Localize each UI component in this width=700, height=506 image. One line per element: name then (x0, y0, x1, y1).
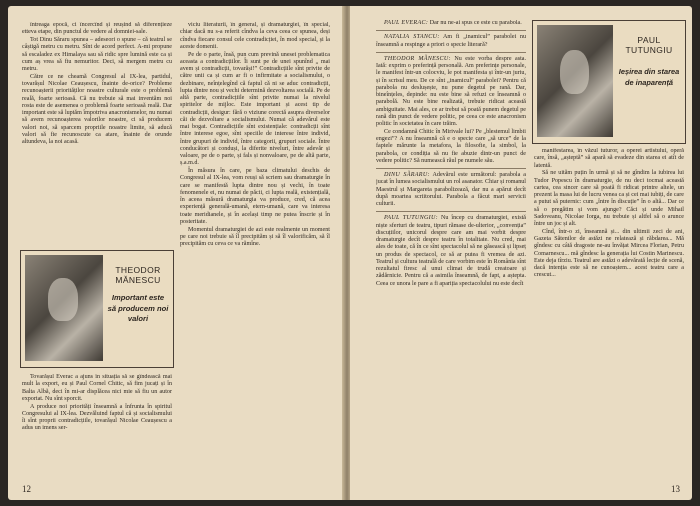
paragraph: Cînd, într-o zi, înseamnă și... din ultimii zeci de ani, Gazeta Sătenilor de astăzi ne relatează și răbdarea... Mă gîndesc cu câtă dragoste ne-au învățat Mircea Florian, Petru Comarnescu... mă gîndesc la generația lui Costin Marinescu. Este deja tîrziu. Teatrul are astăzi o adevărată lecție de scenă, dacă intenția este să ne cunoaștem... acest teatru care a crescut... (534, 228, 684, 279)
speaker-name: NATALIA STANCU: (384, 34, 440, 41)
paragraph: În măsura în care, pe baza climatului deschis de Congresul al IX-lea, vom reuși să scriem sau dramaturgie în care se manifestă lupta dintre nou și vechi, în toate fenomenele ei, nu numai de păcii, ci lupta reală, existențială, în aceea măsură dramaturgia va produce, cred, că acea experiență generală-umană, etern-umană, care va interesa toate meridianele, și în același timp ne putea înscrie și în posteritate. (180, 168, 330, 225)
left-column-1-bottom (22, 374, 172, 472)
portrait-photo (537, 25, 613, 137)
dialogue-text: Am fi „inamicul” parabolei nu înseamnă a respinge a priori o specie literară? (376, 34, 526, 48)
speaker-name: PAUL EVERAC: (384, 20, 429, 26)
paragraph: manifestarea, în văzul tuturor, a operei artistului, operă care, însă, „așteptă” să apară să evadeze din starea ei atît de latentă. (534, 148, 684, 169)
divider (376, 168, 526, 169)
dialogue-paragraph (376, 56, 526, 129)
right-column-2 (534, 148, 684, 476)
paragraph: Să ne uităm puțin în urmă și să ne gîndim la iubirea lui Tudor Popescu în dramaturgie, de nu deci tocmai această cartea, cea sincer care să poată fi ridicat printre altele, un prezent la masa lui de lucru venea ca și cei mai iubiți, de care a putut să puternic: cum „între în discuție” în o altă... Dar ce să o pregătim și vom ajunge? Căci și unde Mihail Sadoveanu, Nicolae Iorga, nu trebuie și altfel să o arunce între un joc și alt. (534, 170, 684, 227)
page-number: 13 (671, 484, 680, 494)
speaker-name: PAUL TUTUNGIU: (384, 215, 439, 222)
box-name: THEODOR MĂNESCU (115, 265, 161, 285)
dialogue-paragraph (376, 20, 526, 27)
paragraph: întreaga epocă, ci încercînd și reușind să diferențieze etteva etape, din punctul de vedere al domniei-sale. (22, 22, 172, 36)
dialogue-paragraph (376, 34, 526, 49)
dialogue-text: Nu încep cu dramaturgiei, există niște sferturi de teatru, tipuri rămase de-ulterior, „convenția” discuțiilor, unicorul despre care am mai vorbit despre dramaturgie decît despre teatru în totalitate. Nu cred, mai ales de toate, că în ce sînt spectacolul să ne găsească și lipseț un produs de spectacol, ce să ar putea fi vremea de azi. Teatrul și cultura teatrală de care vorbim este în România sînt rezultatul firesc al unui climat de trudă creatoare și zădărnicie. Pentru că a asimila înseamnă, de fapt, a aștepta. Ceea ce unora le pare a fi apariția spectacolului nu este decît (376, 215, 526, 287)
divider (376, 211, 526, 212)
speaker-name: DINU SĂRARU: (384, 172, 430, 178)
portrait-photo (25, 255, 103, 361)
paragraph: Tot Dinu Săraru spunea – adeseori o spune – că teatrul se câștigă metru cu metru. Sînt de acord perfect. A-mi propune să escaladez ex Himalaya sau să ridic spre lumină este ca și cum aș vrea să fiu nemuritor. Deci, să mergem metru cu metru. (22, 37, 172, 72)
box-quote: Ieșirea din starea de inaparență (618, 67, 680, 87)
right-page (350, 6, 692, 500)
page-number: 12 (22, 484, 31, 494)
left-column-2 (180, 22, 330, 474)
sidebar-box-tutungiu (532, 20, 686, 144)
left-page (8, 6, 344, 500)
speaker-name: THEODOR MĂNESCU: (384, 55, 451, 62)
dialogue-text: Adevărul este următorul: parabola a jucat în lumea socialismului un rol asanator. Chiar și romanul Maestrul și Margareta parabolizează, dar nu a apărut decît după moartea scriitorului. Parabola a făcut mari servicii culturii. (376, 172, 526, 207)
divider (376, 52, 526, 53)
box-quote: Important este să producem noi valori (107, 293, 169, 323)
dialogue-text: Nu este vorba despre asta. Iată: exprim o preferință personală. Am preferințe personale, le manifest într-un colocviu, le pot manifesta și într-un juriu, și în scrisul meu. De ce sînt „inamicul” parabolei? Pentru că parabola nu deslușește, nu pune degetul pe rană. Dar, bineînțeles, depinde: nu este bine să refuzi ce înseamnă o parabolă. Nu este bine realizată, trebuie ridicat această ambiguitate. Mai ales, ce ar trebui să poată punem degetul pe rană din punct de vedere politic, pe ceea ce este anacronism politic în societatea în care trăim. (376, 55, 526, 127)
dialogue-text: Ce condamnă Chitic în Mirivale lui? Pe „blestemul limbii engezi”? A nu înseamnă că e o specie care „să urce” de la faptele mărunte la metafora, la filosofie, la simbol, la parabola, ce condiția să nu fie abuzie dintr-un punct de vedere politic? Să numească răul pe numele său. (376, 128, 526, 164)
paragraph: A produce noi priorități înseamnă a înfrunta în spiritul Congresului al IX-lea. Dezvăluind faptul că și socialismului îi sînt proprii contradicțiile, tovarășul Nicolae Ceaușescu a adus un imens ser- (22, 403, 172, 432)
dialogue-paragraph (376, 172, 526, 208)
paragraph: Tovarășul Everac a ajuns în situația să se gîndească mai mult la export, eu și Paul Cornel Chitic, să fim jucați și în Balta Albă, deci în mi-ar displăcea nici mie să fiu un autor exportat. Nu sînt sporcit. (22, 374, 172, 402)
dialogue-paragraph (376, 215, 526, 288)
left-column-1-top (22, 22, 172, 244)
divider (376, 30, 526, 31)
paragraph: Momentul dramaturgiei de azi este realmente un moment pe care noi trebuie să îl precipităm și să îl valorificăm, să îl precipităm cu ceva ce va rămîne. (180, 226, 330, 247)
paragraph: Pe de o parte, însă, pun cum prevină unesei problematica aceasta a contradicțiilor. Îi sunt pe de unei spunînd „ mai avem și contradicții, tovarăși!” Contradicțiile sînt privite de către unii ca și cum ar fi o infirmitate a socialismului, o dezbinare, neînțelegînd că faptul că ni se aduc contradicții, lupta dintre nou și vechi determină dezvoltarea socială. Pe de altă parte, contradicțiile sînt privite numai la nivelul spiritelor de mijloc. Este important și acest tip de contradicții, desigur: fără o viziune corectă asupra diverselor căi de dezvoltare a socialismului. Numai că adevărul este mai bogat. Contradicțiile sînt existențiale: contradicții sînt între interese egoe, sînt speciile de interese între individ, între grupuri de individ, între categorii, grupuri sociale. Între conducători și conduși, la diferite niveluri, între adevăr și valoare, pe de o parte, și fals și nonvaloare, pe de altă parte, ș.a.m.d. (180, 51, 330, 167)
box-name: PAUL TUTUNGIU (625, 35, 673, 55)
paragraph: viciu literaturii, în general, și dramaturgiei, în special, chiar dacă nu s-a referit cîndva la ceva ceea ce spunea, deși cîndva fiecare consul cele contradicției, în mod special, și la aceste domenii. (180, 22, 330, 50)
dialogue-paragraph (376, 129, 526, 165)
dialogue-text: Dar nu ne-ai spus ce este cu parabola. (429, 20, 522, 26)
sidebar-box-manescu (20, 250, 174, 368)
paragraph: Către ce ne cheamă Congresul al IX-lea, partidul, tovarășul Nicolae Ceaușescu, înainte de-orice? Probleme recunoașterii priorităților noastre culturale este o problemă reală, foarte serioasă. Că nu trebuie să mai inventăm noi rosta este de asemenea o problemă foarte serioasă reală. Dar important este să luptăm împotriva anacronismelor, nu numai să avem recunoașterea valorilor noastre, ci să producem valori noi, să sparcem propriile noastre limite, să aducă valori să fie recunoscute ca atare, înainte de orunde altundeva, la noi acasă. (22, 73, 172, 145)
right-column-1 (376, 20, 526, 476)
